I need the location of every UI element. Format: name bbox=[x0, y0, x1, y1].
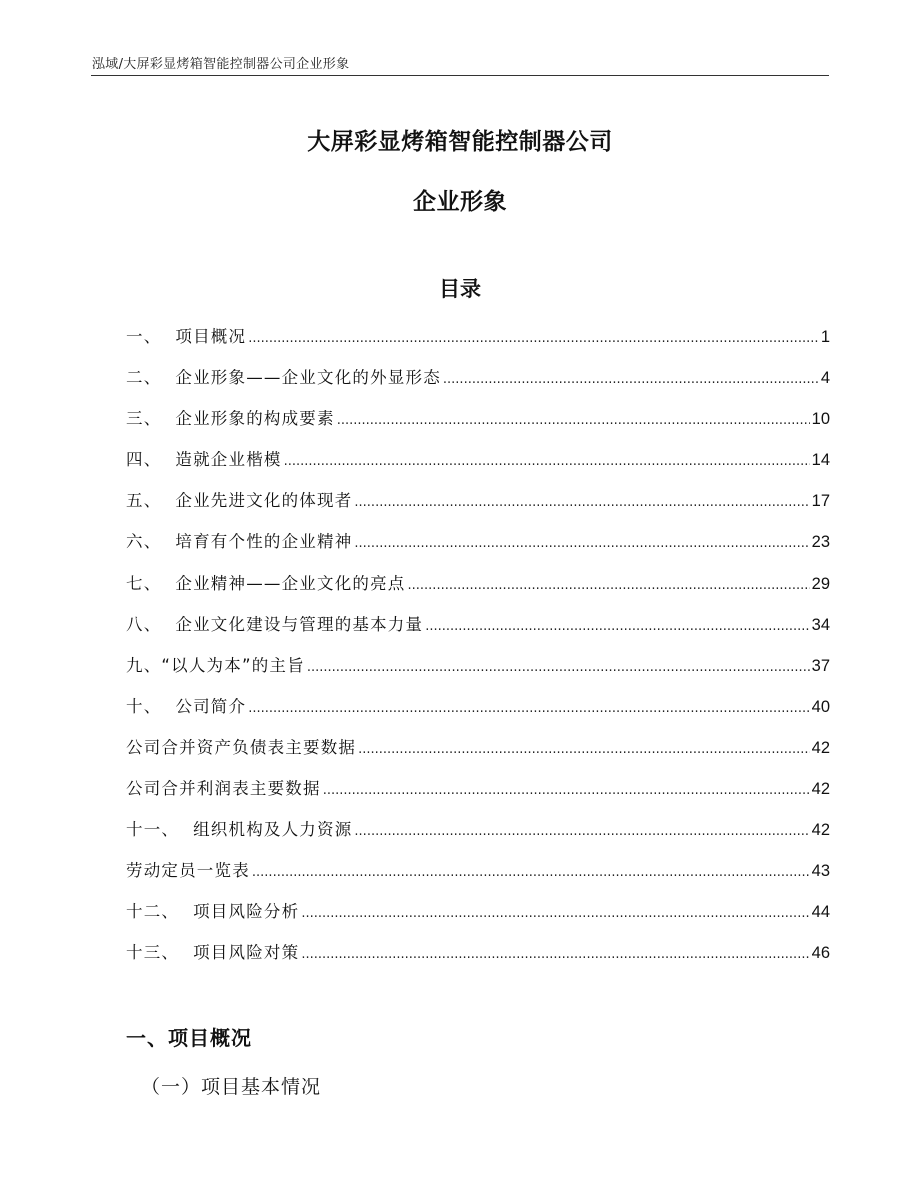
toc-entry-page: 14 bbox=[811, 451, 830, 470]
toc-leader-dots bbox=[408, 578, 810, 593]
toc-entry-label: “以人为本”的主旨 bbox=[161, 655, 305, 675]
toc-entry[interactable] bbox=[126, 734, 830, 775]
toc-entry-page: 34 bbox=[811, 615, 830, 634]
toc-entry-number: 十一、 bbox=[126, 820, 180, 840]
toc-entry[interactable] bbox=[126, 364, 830, 405]
toc-heading: 目录 bbox=[439, 277, 481, 301]
toc-entry-label: 企业形象——企业文化的外显形态 bbox=[175, 368, 441, 388]
toc-leader-dots bbox=[307, 660, 810, 675]
toc-entry-label: 企业文化建设与管理的基本力量 bbox=[175, 614, 424, 634]
toc-entry-label: 培育有个性的企业精神 bbox=[175, 532, 353, 552]
toc-leader-dots bbox=[248, 701, 809, 716]
toc-leader-dots bbox=[323, 783, 810, 798]
toc-entry[interactable] bbox=[126, 323, 830, 364]
toc-leader-dots bbox=[284, 454, 810, 469]
toc-entry-label: 项目概况 bbox=[175, 327, 247, 346]
toc-entry-label: 企业先进文化的体现者 bbox=[175, 491, 353, 511]
toc-entry-label: 组织机构及人力资源 bbox=[193, 820, 353, 840]
toc-entry-label: 造就企业楷模 bbox=[175, 450, 282, 470]
toc-entry-label: 企业精神——企业文化的亮点 bbox=[175, 573, 406, 593]
toc-entry[interactable] bbox=[126, 939, 830, 980]
toc-entry-number: 五、 bbox=[126, 491, 162, 511]
toc-entry-page: 1 bbox=[820, 328, 830, 346]
toc-entry-page: 17 bbox=[811, 492, 830, 511]
toc-entry[interactable] bbox=[126, 528, 830, 569]
toc-entry-page: 29 bbox=[811, 574, 830, 593]
toc-leader-dots bbox=[425, 619, 809, 634]
header-divider bbox=[91, 75, 829, 76]
toc-leader-dots bbox=[301, 906, 809, 921]
toc-entry-page: 42 bbox=[811, 780, 830, 799]
toc-entry-number: 六、 bbox=[126, 532, 162, 552]
toc-entry-number: 十二、 bbox=[126, 902, 180, 922]
toc-entry[interactable] bbox=[126, 487, 830, 528]
toc-entry[interactable] bbox=[126, 405, 830, 446]
toc-entry-number: 四、 bbox=[126, 450, 162, 470]
toc-leader-dots bbox=[337, 413, 810, 428]
toc-entry-number: 一、 bbox=[126, 327, 162, 346]
toc-entry-page: 4 bbox=[820, 369, 830, 388]
toc-entry[interactable] bbox=[126, 816, 830, 857]
toc-entry-page: 40 bbox=[811, 697, 830, 716]
toc-entry-label: 项目风险分析 bbox=[193, 902, 300, 922]
toc-leader-dots bbox=[248, 331, 819, 346]
toc-entry-page: 10 bbox=[811, 410, 830, 429]
toc-entry-label: 公司简介 bbox=[175, 696, 247, 716]
toc-entry[interactable] bbox=[126, 652, 830, 693]
toc-leader-dots bbox=[252, 865, 810, 880]
toc-entry-number: 八、 bbox=[126, 614, 162, 634]
running-header: 泓域/大屏彩显烤箱智能控制器公司企业形象 bbox=[92, 57, 350, 72]
toc-entry-page: 42 bbox=[811, 821, 830, 840]
toc-leader-dots bbox=[354, 824, 809, 839]
toc-entry[interactable] bbox=[126, 570, 830, 611]
toc-entry-label: 企业形象的构成要素 bbox=[175, 409, 335, 429]
toc-entry-label: 劳动定员一览表 bbox=[126, 861, 250, 881]
toc-entry-label: 项目风险对策 bbox=[193, 943, 300, 963]
toc-leader-dots bbox=[301, 947, 809, 962]
toc-entry-number: 十三、 bbox=[126, 943, 180, 963]
toc-entry-page: 44 bbox=[811, 903, 830, 922]
toc-entry[interactable] bbox=[126, 898, 830, 939]
toc-entry-number: 二、 bbox=[126, 368, 162, 388]
toc-leader-dots bbox=[358, 742, 810, 757]
toc-entry-number: 七、 bbox=[126, 573, 162, 593]
toc-entry-label: 公司合并资产负债表主要数据 bbox=[126, 737, 357, 757]
document-title: 大屏彩显烤箱智能控制器公司 bbox=[307, 129, 613, 155]
subsection-heading: （一）项目基本情况 bbox=[141, 1076, 322, 1098]
toc-entry-number: 十、 bbox=[126, 696, 162, 716]
toc-entry-number: 九、 bbox=[126, 655, 162, 675]
toc-leader-dots bbox=[354, 495, 809, 510]
toc-leader-dots bbox=[354, 536, 809, 551]
section-heading: 一、项目概况 bbox=[126, 1026, 252, 1050]
document-subtitle: 企业形象 bbox=[413, 189, 507, 215]
toc-entry-page: 42 bbox=[811, 738, 830, 757]
toc-entry[interactable] bbox=[126, 857, 830, 898]
toc-entry[interactable] bbox=[126, 775, 830, 816]
toc-entry-page: 37 bbox=[811, 656, 830, 675]
toc-entry[interactable] bbox=[126, 693, 830, 734]
toc-leader-dots bbox=[443, 372, 819, 387]
toc-entry-page: 46 bbox=[811, 944, 830, 963]
toc-entry-number: 三、 bbox=[126, 409, 162, 429]
toc-entry[interactable] bbox=[126, 611, 830, 652]
toc-entry[interactable] bbox=[126, 446, 830, 487]
toc-entry-page: 43 bbox=[811, 862, 830, 881]
toc-entry-page: 23 bbox=[811, 533, 830, 552]
table-of-contents bbox=[126, 323, 830, 981]
toc-entry-label: 公司合并利润表主要数据 bbox=[126, 779, 321, 799]
